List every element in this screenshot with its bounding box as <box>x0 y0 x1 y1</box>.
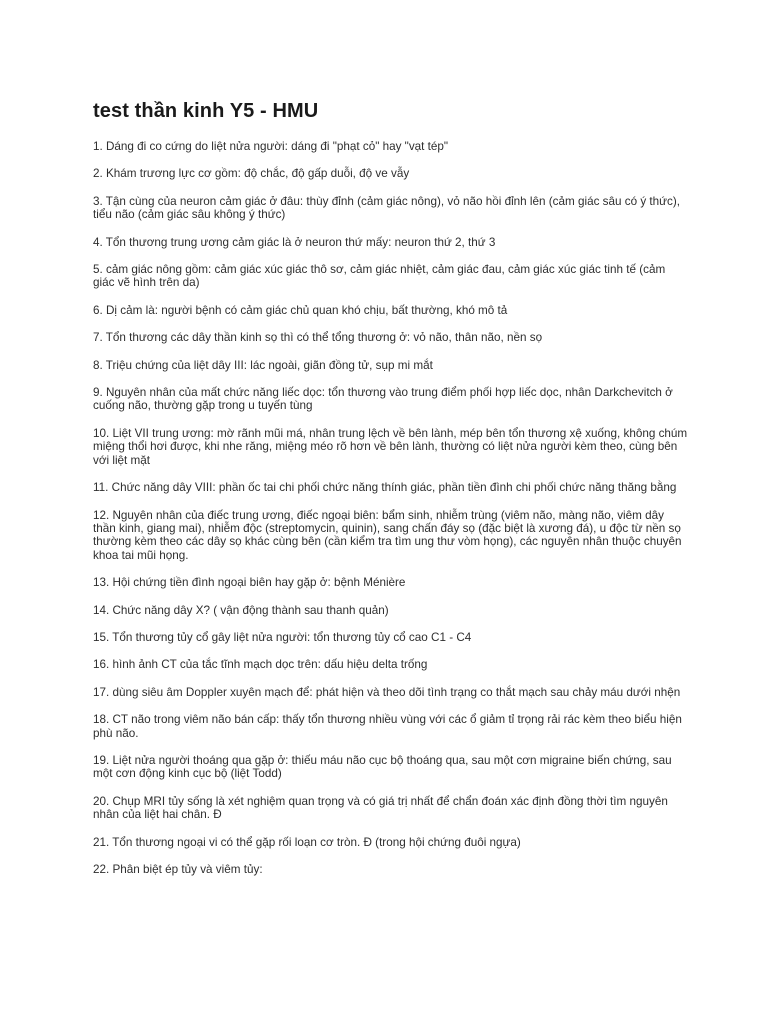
question-item: 19. Liệt nửa người thoáng qua gặp ở: thiếu máu não cục bộ thoáng qua, sau một cơn migraine biến chứng, sau một cơn động kinh cục bộ (liệt Todd) <box>93 753 672 781</box>
document-page <box>93 98 688 890</box>
question-item: 5. cảm giác nông gồm: cảm giác xúc giác thô sơ, cảm giác nhiệt, cảm giác đau, cảm giác xúc giác tinh tế (cảm giác vẽ hình trên da) <box>93 263 666 290</box>
question-item: 9. Nguyên nhân của mất chức năng liếc dọc: tổn thương vào trung điểm phối hợp liếc dọc, nhân Darkchevitch ở cuống não, thường gặp trong u tuyến tùng <box>93 386 673 413</box>
question-item: 22. Phân biệt ép tủy và viêm tủy: <box>93 863 263 876</box>
question-list <box>93 140 688 876</box>
question-item: 20. Chụp MRI tủy sống là xét nghiệm quan trọng và có giá trị nhất để chẩn đoán xác định đồng thời tìm nguyên nhân của liệt hai chân. Đ <box>93 794 668 822</box>
question-item: 3. Tận cùng của neuron cảm giác ở đâu: thùy đỉnh (cảm giác nông), vỏ não hồi đỉnh lên (cảm giác sâu có ý thức), tiểu não (cảm giác sâu không ý thức) <box>93 194 680 222</box>
question-item: 7. Tổn thương các dây thần kinh sọ thì có thể tổng thương ở: vỏ não, thân não, nền sọ <box>93 331 543 345</box>
document-title: test thần kinh Y5 - HMU <box>93 100 319 122</box>
question-item: 4. Tổn thương trung ương cảm giác là ở neuron thứ mấy: neuron thứ 2, thứ 3 <box>93 235 496 249</box>
question-item: 11. Chức năng dây VIII: phần ốc tai chi phối chức năng thính giác, phần tiền đình chi phối chức năng thăng bằng <box>93 481 677 495</box>
question-item: 14. Chức năng dây X? ( vận động thành sau thanh quản) <box>93 603 389 617</box>
question-item: 15. Tổn thương tủy cổ gây liệt nửa người: tổn thương tủy cổ cao C1 - C4 <box>93 630 472 644</box>
question-item: 1. Dáng đi co cứng do liệt nửa người: dáng đi "phạt cỏ" hay "vạt tép" <box>93 140 449 153</box>
question-item: 13. Hội chứng tiền đình ngoại biên hay gặp ở: bệnh Ménière <box>93 576 406 590</box>
question-item: 10. Liệt VII trung ương: mờ rãnh mũi má, nhân trung lệch về bên lành, mép bên tổn thương xệ xuống, không chúm miệng thổi hơi được, khi nhe răng, miệng méo rõ hơn về bên lành, thường có liệt nửa người kèm theo, cùng bên với liệt mặt <box>93 426 688 467</box>
question-item: 21. Tổn thương ngoại vi có thể gặp rối loạn cơ tròn. Đ (trong hội chứng đuôi ngựa) <box>93 835 521 849</box>
question-item: 18. CT não trong viêm não bán cấp: thấy tổn thương nhiều vùng với các ổ giảm tỉ trọng rải rác kèm theo biểu hiện phù não. <box>93 713 682 740</box>
question-item: 12. Nguyên nhân của điếc trung ương, điếc ngoại biên: bẩm sinh, nhiễm trùng (viêm não, màng não, viêm dây thần kinh, giang mai), nhiễm độc (streptomycin, quinin), sang chấn đáy sọ (đặc biệt là xương đá), u độc từ nền sọ thường kèm theo các dây sọ khác cùng bên (cần kiểm tra tìm ung thư vòm họng), các nguyên nhân thuộc chuyên khoa tai mũi họng. <box>93 508 682 562</box>
question-item: 6. Dị cảm là: người bệnh có cảm giác chủ quan khó chịu, bất thường, khó mô tả <box>93 303 508 317</box>
question-item: 2. Khám trương lực cơ gồm: độ chắc, độ gấp duỗi, độ ve vẫy <box>93 167 410 181</box>
question-item: 16. hình ảnh CT của tắc tĩnh mạch dọc trên: dấu hiệu delta trống <box>93 658 428 672</box>
question-item: 8. Triệu chứng của liệt dây III: lác ngoài, giãn đồng tử, sụp mi mắt <box>93 358 433 372</box>
question-item: 17. dùng siêu âm Doppler xuyên mạch để: phát hiện và theo dõi tình trạng co thắt mạch sau chảy máu dưới nhện <box>93 685 681 699</box>
